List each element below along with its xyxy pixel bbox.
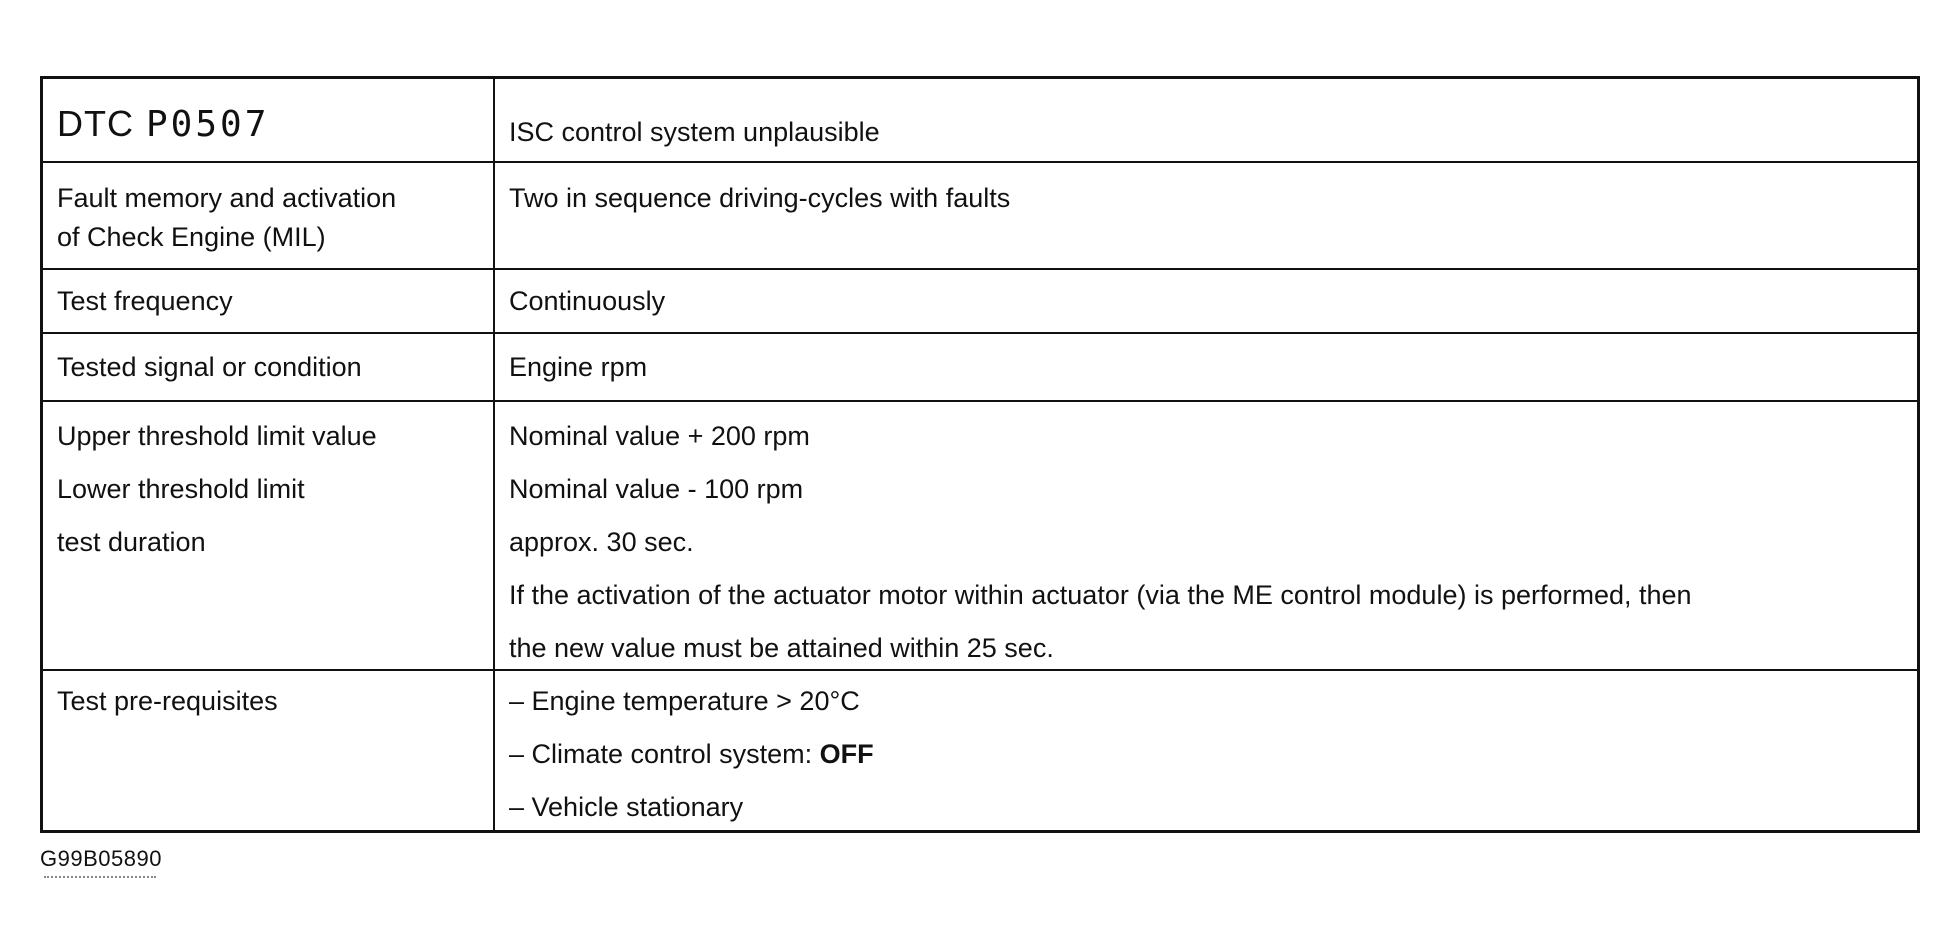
test-frequency-value-cell [495, 270, 1917, 332]
prerequisite-item-text: – Engine temperature > 20°C [509, 686, 860, 716]
threshold-label-line: test duration [57, 527, 206, 557]
thresholds-value-cell [495, 402, 1917, 669]
dtc-table [40, 76, 1920, 833]
table-row-prerequisites [43, 671, 1917, 830]
table-row-test-frequency [43, 270, 1917, 334]
fault-memory-label-line: Fault memory and activation [57, 183, 397, 213]
tested-signal-value: Engine rpm [509, 352, 648, 382]
threshold-value-line: approx. 30 sec. [509, 527, 694, 557]
dtc-code: P0507 [146, 104, 270, 145]
dtc-label: DTC [57, 103, 134, 144]
table-row-thresholds [43, 402, 1917, 671]
prerequisite-item [509, 781, 1903, 834]
table-row-tested-signal [43, 334, 1917, 402]
fault-memory-label-cell [43, 163, 495, 268]
figure-id: G99B05890 [40, 846, 162, 871]
table-row-fault-memory [43, 163, 1917, 270]
prerequisite-item-text: – Vehicle stationary [509, 792, 744, 822]
fault-memory-label-line: of Check Engine (MIL) [57, 222, 326, 252]
prerequisite-item-bold: OFF [819, 739, 874, 769]
threshold-label-line: Upper threshold limit value [57, 421, 377, 451]
tested-signal-label-cell [43, 334, 495, 400]
dtc-label-cell [43, 79, 495, 161]
dtc-description-cell [495, 79, 1917, 161]
threshold-value-line: Nominal value - 100 rpm [509, 474, 804, 504]
thresholds-label-cell [43, 402, 495, 669]
dtc-description: ISC control system unplausible [509, 117, 880, 147]
test-frequency-label-cell [43, 270, 495, 332]
figure-id-underline [44, 876, 156, 878]
prerequisites-label-cell [43, 671, 495, 830]
threshold-value-line: the new value must be attained within 25 sec. [509, 633, 1054, 663]
tested-signal-value-cell [495, 334, 1917, 400]
fault-memory-value: Two in sequence driving-cycles with faults [509, 183, 1011, 213]
table-row-dtc [43, 79, 1917, 163]
prerequisite-item-text: – Climate control system: [509, 739, 820, 769]
threshold-value-line: Nominal value + 200 rpm [509, 421, 810, 451]
prerequisite-item [509, 675, 1903, 728]
test-frequency-label: Test frequency [57, 286, 233, 316]
prerequisites-value-cell [495, 671, 1917, 830]
fault-memory-value-cell [495, 163, 1917, 268]
threshold-label-line: Lower threshold limit [57, 474, 305, 504]
test-frequency-value: Continuously [509, 286, 666, 316]
tested-signal-label: Tested signal or condition [57, 352, 362, 382]
prerequisites-label: Test pre-requisites [57, 686, 278, 716]
threshold-value-line: If the activation of the actuator motor within actuator (via the ME control module) is performed, then [509, 580, 1692, 610]
prerequisite-item [509, 728, 1903, 781]
